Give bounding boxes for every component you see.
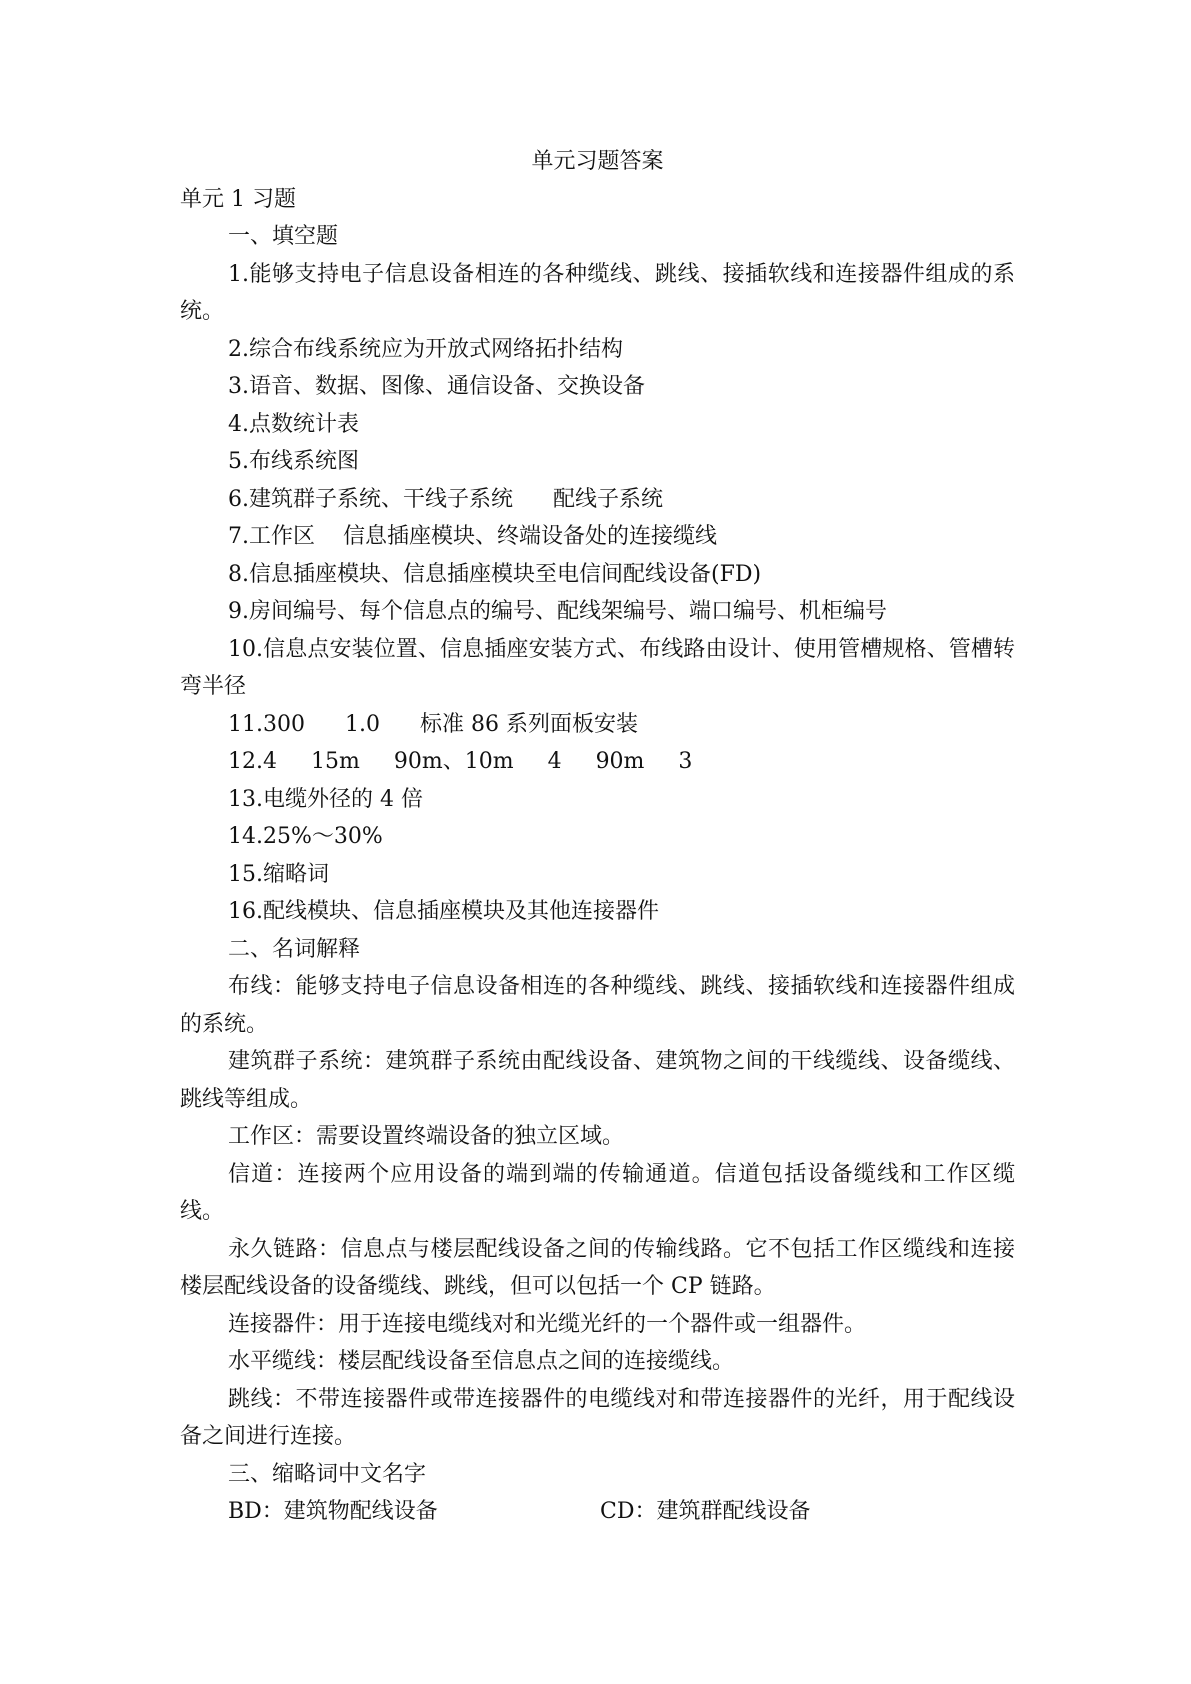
page-title: 单元习题答案 — [531, 149, 664, 174]
answer-part: 6.建筑群子系统、干线子系统 — [228, 486, 513, 512]
term-definition: 水平缆线：楼层配线设备至信息点之间的连接缆线。 — [228, 1349, 735, 1374]
answer-part: 12.4 — [228, 749, 277, 774]
answer-part: 15m — [310, 749, 360, 774]
answer-part: 3 — [678, 749, 693, 774]
answer-item: 4.点数统计表 — [228, 411, 359, 437]
answer-part: 配线子系统 — [553, 486, 664, 512]
answer-item-11 — [180, 706, 1015, 744]
abbreviation-item: CD：建筑群配线设备 — [600, 1499, 811, 1524]
answer-item: 2.综合布线系统应为开放式网络拓扑结构 — [228, 336, 623, 362]
answer-item: 5.布线系统图 — [228, 449, 359, 474]
term-definition: 连接器件：用于连接电缆线对和光缆光纤的一个器件或一组器件。 — [228, 1311, 867, 1337]
term-definition: 信道：连接两个应用设备的端到端的传输通道。信道包括设备缆线和工作区缆线。 — [180, 1161, 1015, 1224]
section-heading-terms: 二、名词解释 — [228, 936, 361, 962]
abbreviation-row — [180, 1493, 1015, 1531]
answer-part: 1.0 — [344, 711, 380, 737]
unit-heading: 单元 1 习题 — [180, 186, 296, 212]
answer-part: 7.工作区 — [228, 524, 315, 549]
answer-part: 90m、10m — [393, 749, 514, 774]
answer-item: 16.配线模块、信息插座模块及其他连接器件 — [228, 899, 659, 924]
answer-item: 8.信息插座模块、信息插座模块至电信间配线设备(FD) — [228, 561, 762, 587]
answer-item-7 — [180, 518, 1015, 556]
answer-part: 标准 86 系列面板安装 — [419, 711, 638, 737]
answer-item: 14.25%～30% — [228, 824, 383, 849]
answer-part: 4 — [547, 749, 562, 774]
answer-item: 15.缩略词 — [228, 861, 329, 887]
answer-item-12 — [180, 743, 1015, 781]
answer-item: 3.语音、数据、图像、通信设备、交换设备 — [228, 374, 645, 399]
answer-item: 9.房间编号、每个信息点的编号、配线架编号、端口编号、机柜编号 — [228, 599, 887, 624]
section-heading-abbreviations: 三、缩略词中文名字 — [228, 1461, 427, 1487]
answer-item: 1.能够支持电子信息设备相连的各种缆线、跳线、接插软线和连接器件组成的系统。 — [180, 261, 1015, 324]
answer-part: 11.300 — [228, 711, 305, 737]
section-heading-fill-blank: 一、填空题 — [228, 224, 339, 249]
term-definition: 建筑群子系统：建筑群子系统由配线设备、建筑物之间的干线缆线、设备缆线、跳线等组成。 — [180, 1049, 1015, 1112]
answer-part: 90m — [595, 749, 645, 774]
answer-item: 10.信息点安装位置、信息插座安装方式、布线路由设计、使用管槽规格、管槽转弯半径 — [180, 636, 1015, 699]
answer-item: 13.电缆外径的 4 倍 — [228, 786, 423, 812]
answer-item-6 — [180, 481, 1015, 519]
document-body — [180, 143, 1015, 1531]
answer-part: 信息插座模块、终端设备处的连接缆线 — [343, 524, 718, 549]
term-definition: 工作区：需要设置终端设备的独立区域。 — [228, 1124, 625, 1149]
term-definition: 跳线：不带连接器件或带连接器件的电缆线对和带连接器件的光纤，用于配线设备之间进行连接。 — [180, 1386, 1015, 1449]
term-definition: 永久链路：信息点与楼层配线设备之间的传输线路。它不包括工作区缆线和连接楼层配线设备的设备缆线、跳线，但可以包括一个 CP 链路。 — [180, 1236, 1015, 1299]
abbreviation-item: BD：建筑物配线设备 — [228, 1499, 438, 1524]
term-definition: 布线：能够支持电子信息设备相连的各种缆线、跳线、接插软线和连接器件组成的系统。 — [180, 974, 1015, 1037]
